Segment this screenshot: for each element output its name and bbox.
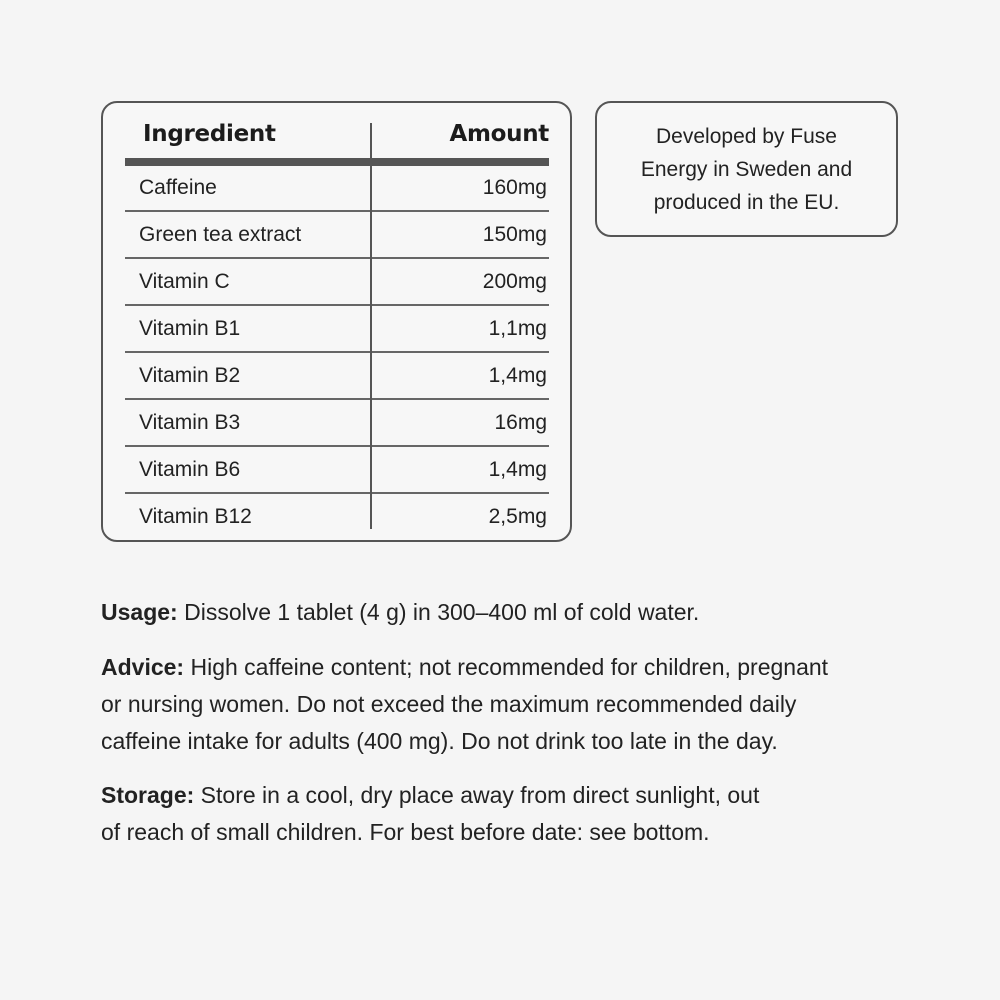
table-row [125, 401, 549, 447]
origin-line-3: produced in the EU. [653, 190, 840, 214]
usage-text: Dissolve 1 tablet (4 g) in 300–400 ml of cold water. [177, 599, 700, 625]
ingredient-name: Green tea extract [139, 223, 302, 246]
usage-label: Usage: [101, 599, 178, 625]
ingredient-name: Vitamin B12 [139, 505, 252, 528]
storage-paragraph [101, 777, 981, 851]
ingredient-name: Vitamin C [139, 270, 230, 293]
storage-label: Storage: [101, 782, 195, 808]
ingredient-amount: 1,4mg [488, 458, 547, 481]
origin-info-text [641, 120, 852, 219]
advice-line-3: caffeine intake for adults (400 mg). Do not drink too late in the day. [101, 728, 778, 754]
header-ingredient: Ingredient [143, 121, 276, 147]
advice-label: Advice: [101, 654, 185, 680]
ingredient-amount: 200mg [482, 270, 547, 293]
advice-line-1: High caffeine content; not recommended for children, pregnant [184, 654, 829, 680]
table-row [125, 213, 549, 259]
column-divider [370, 123, 372, 529]
ingredient-amount: 1,4mg [488, 364, 547, 387]
origin-line-2: Energy in Sweden and [640, 157, 853, 181]
table-row [125, 166, 549, 212]
origin-info-box [595, 101, 898, 237]
table-row [125, 495, 549, 541]
header-amount: Amount [449, 121, 549, 147]
storage-line-2: of reach of small children. For best before date: see bottom. [101, 819, 710, 845]
usage-paragraph [101, 594, 981, 631]
table-row [125, 448, 549, 494]
table-row [125, 354, 549, 400]
advice-paragraph [101, 649, 981, 760]
table-row [125, 260, 549, 306]
ingredient-table [101, 101, 572, 542]
origin-line-1: Developed by Fuse [656, 124, 837, 148]
table-row [125, 307, 549, 353]
ingredient-amount: 2,5mg [488, 505, 547, 528]
ingredient-name: Vitamin B1 [139, 317, 241, 340]
table-header [125, 121, 549, 157]
ingredient-name: Vitamin B6 [139, 458, 241, 481]
ingredient-amount: 150mg [482, 223, 547, 246]
ingredient-name: Vitamin B2 [139, 364, 241, 387]
header-divider [125, 158, 549, 166]
ingredient-name: Vitamin B3 [139, 411, 241, 434]
ingredient-amount: 160mg [482, 176, 547, 199]
ingredient-amount: 1,1mg [488, 317, 547, 340]
advice-line-2: or nursing women. Do not exceed the maximum recommended daily [101, 691, 797, 717]
storage-line-1: Store in a cool, dry place away from direct sunlight, out [194, 782, 760, 808]
ingredient-name: Caffeine [139, 176, 217, 199]
ingredient-amount: 16mg [494, 411, 547, 434]
